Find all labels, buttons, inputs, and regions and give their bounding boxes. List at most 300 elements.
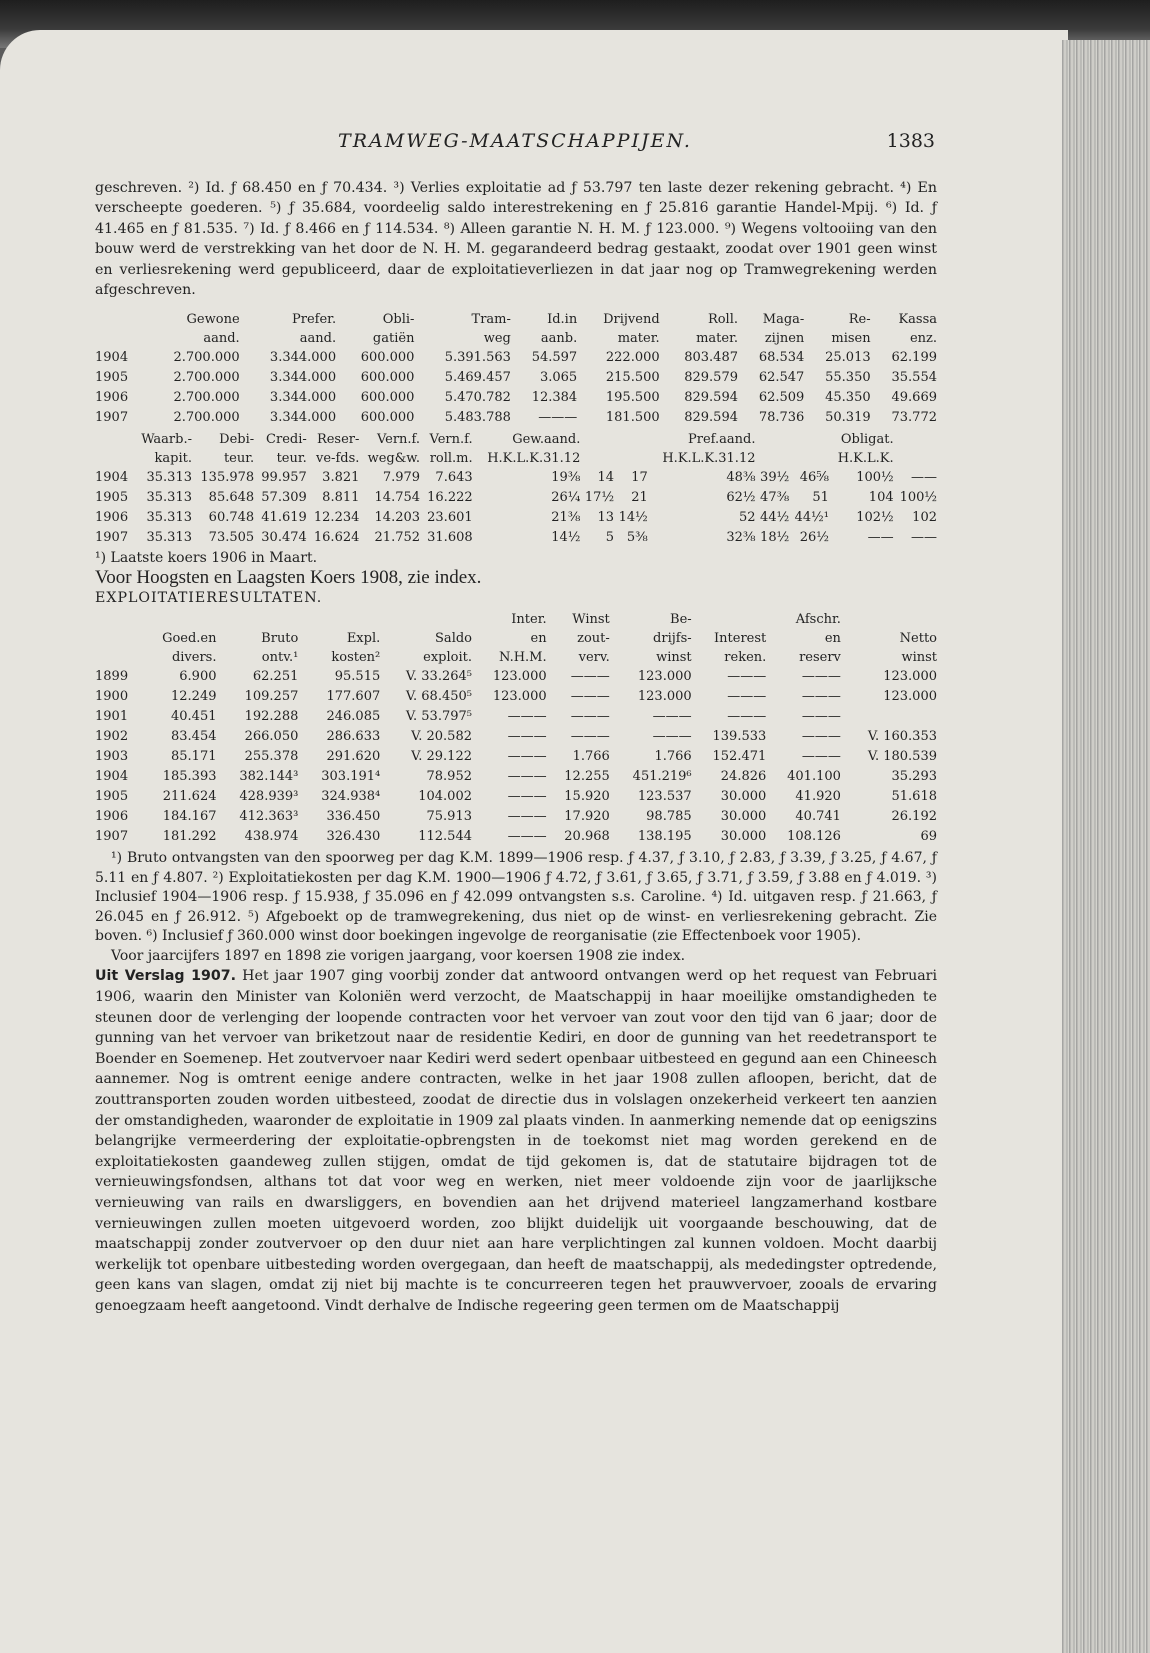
column-header: Netto [899, 631, 937, 647]
table-cell: 62½ [726, 490, 756, 506]
column-header: H.K.L.K.31.12 [487, 451, 581, 467]
table-cell: 12.249 [171, 689, 217, 705]
table-cell: 26¼ [551, 490, 581, 506]
table-cell: 78.952 [426, 769, 472, 785]
table-row [95, 787, 937, 807]
table-cell: 102 [912, 510, 937, 526]
table-cell: 78.736 [758, 410, 805, 426]
table-cell: 1.766 [654, 749, 692, 765]
table-cell: 2.700.000 [173, 350, 240, 366]
table-cell: 32⅜ [726, 530, 756, 546]
table-cell: 177.607 [326, 689, 381, 705]
table-cell: 95.515 [334, 669, 381, 685]
table-cell: 46⅝ [799, 470, 829, 486]
table-cell: 62.199 [891, 350, 937, 366]
table-cell: 35.313 [146, 510, 192, 526]
table-cell: 57.309 [261, 490, 307, 506]
page-header [95, 130, 935, 160]
column-header: roll.m. [429, 451, 473, 467]
table-cell: 1.766 [572, 749, 610, 765]
table-cell: 7.643 [435, 470, 473, 486]
table-cell: 26½ [799, 530, 829, 546]
table-row [95, 727, 937, 747]
column-header [894, 430, 937, 449]
table-cell: 428.939³ [239, 789, 299, 805]
column-header: ontv.¹ [261, 650, 299, 666]
column-header: Pref.aand. [688, 432, 756, 448]
table-cell: 184.167 [162, 809, 217, 825]
table-cell: 13 [597, 510, 615, 526]
intro-footnotes: geschreven. ²) Id. ƒ 68.450 en ƒ 70.434. ³) Verlies exploitatie ad ƒ 53.797 ten laste dezer rekening gebracht. ⁴) En verscheepte goederen. ⁵) ƒ 35.684, voordeelig saldo interestrekening en ƒ 25.816 garantie Handel-Mpij. ⁶) Id. ƒ 41.465 en ƒ 81.535. ⁷) Id. ƒ 8.466 en ƒ 114.534. ⁸) Alleen garantie N. H. M. ƒ 123.000. ⁹) Wegens voltooiing van den bouw werd de verstrekking van het door de N. H. M. gegarandeerd bedrag gestaakt, zoodat over 1901 geen winst en verliesrekening werd gepubliceerd, daar de exploitatieverliezen in dat jaar nog op Tramwegrekening werden afgeschreven. [95, 180, 937, 299]
table-cell: 123.000 [492, 689, 547, 705]
table-cell: ——— [801, 729, 841, 745]
table-cell: 266.050 [244, 729, 299, 745]
column-header: Roll. [707, 312, 738, 328]
table-cell: 255.378 [244, 749, 299, 765]
table-cell: 5 [605, 530, 615, 546]
column-header: Gewone [186, 312, 240, 328]
table-cell: 123.000 [637, 669, 692, 685]
column-header: weg&w. [367, 451, 421, 467]
table-cell: V. 29.122 [411, 749, 472, 765]
table-cell: 40.741 [795, 809, 841, 825]
table-cell: 99.957 [261, 470, 307, 486]
table-cell: 68.534 [758, 350, 805, 366]
table-cell: 41.619 [261, 510, 307, 526]
table-cell: 600.000 [360, 370, 415, 386]
page-content [95, 178, 937, 1317]
row-year: 1907 [95, 829, 129, 845]
column-header [95, 329, 143, 348]
table-cell: ——— [507, 829, 547, 845]
table-cell: 39½ [760, 470, 790, 486]
column-header: divers. [171, 650, 217, 666]
table-cell: 195.500 [605, 390, 660, 406]
table-row [95, 807, 937, 827]
column-header: Goed.en [162, 631, 217, 647]
row-year: 1904 [95, 470, 129, 486]
column-header: drijfs- [653, 631, 692, 647]
table-cell: 438.974 [244, 829, 299, 845]
table-cell: ——— [801, 689, 841, 705]
table-row [95, 767, 937, 787]
table-cell: 44½ [760, 510, 790, 526]
row-year: 1900 [95, 689, 129, 705]
results-notes [95, 849, 937, 966]
column-header: teur. [223, 451, 255, 467]
column-header: kapit. [154, 451, 192, 467]
table-cell: 30.474 [261, 530, 307, 546]
column-header: reken. [724, 650, 767, 666]
table-cell: 21 [631, 490, 648, 506]
table-cell: 102½ [856, 510, 894, 526]
table-row [95, 408, 937, 428]
column-header [755, 430, 789, 449]
table-cell: 152.471 [712, 749, 767, 765]
table-cell: 17½ [584, 490, 615, 506]
table-cell: 181.500 [605, 410, 660, 426]
table-cell: —— [911, 530, 937, 546]
column-header: H.K.L.K. [837, 451, 894, 467]
column-header: Reser- [316, 432, 360, 448]
table-cell: ——— [727, 709, 767, 725]
results-reference: Voor jaarcijfers 1897 en 1898 zie vorigen jaargang, voor koersen 1908 zie index. [111, 947, 686, 964]
header-row [95, 310, 937, 329]
column-header: enz. [909, 331, 937, 347]
column-header: Vern.f. [376, 432, 421, 448]
column-header: Saldo [435, 631, 472, 647]
row-year: 1905 [95, 370, 129, 386]
table-cell: 30.000 [720, 829, 767, 845]
table-cell: 2.700.000 [173, 390, 240, 406]
table-cell: 35.313 [146, 490, 192, 506]
table-cell: 21.752 [374, 530, 421, 546]
table-cell: 291.620 [326, 749, 381, 765]
table-cell: ——— [801, 749, 841, 765]
table-cell: ——— [507, 809, 547, 825]
table-cell: V. 20.582 [411, 729, 472, 745]
column-header: Interest [714, 631, 767, 647]
row-year: 1906 [95, 809, 129, 825]
table-cell: 40.451 [171, 709, 217, 725]
column-header: aanb. [540, 331, 578, 347]
table-cell: 16.222 [427, 490, 473, 506]
column-header: gatiën [372, 331, 415, 347]
table-cell: 12.234 [313, 510, 360, 526]
table-cell: 21⅜ [551, 510, 581, 526]
column-header [789, 430, 829, 449]
table-cell: 41.920 [795, 789, 841, 805]
table-cell: 51.618 [891, 789, 937, 805]
row-year: 1907 [95, 410, 129, 426]
column-header: en [824, 631, 841, 647]
column-header [95, 430, 133, 449]
table-cell: 5.391.563 [444, 350, 511, 366]
column-header: Id.in [547, 312, 578, 328]
table-cell: 3.344.000 [269, 410, 337, 426]
column-header [95, 310, 143, 329]
column-header: exploit. [423, 650, 472, 666]
table-cell: 3.344.000 [269, 350, 337, 366]
column-header [380, 610, 472, 629]
table-cell: 83.454 [171, 729, 217, 745]
column-header [692, 610, 767, 629]
row-year: 1904 [95, 350, 129, 366]
table-cell: 24.826 [720, 769, 767, 785]
table-cell: 211.624 [162, 789, 217, 805]
column-header: Vern.f. [429, 432, 473, 448]
table-cell: 336.450 [326, 809, 381, 825]
table-cell: 104 [868, 490, 894, 506]
table-cell: 17.920 [564, 809, 610, 825]
table-cell: ——— [570, 729, 610, 745]
row-year: 1902 [95, 729, 129, 745]
table-cell: 8.811 [322, 490, 360, 506]
table-footnote: ¹) Laatste koers 1906 in Maart. [95, 550, 318, 567]
table-row [95, 747, 937, 767]
table-cell: 3.065 [539, 370, 578, 386]
balance-table-1 [95, 310, 937, 428]
table-cell: 52 [738, 510, 756, 526]
table-cell: 16.624 [313, 530, 360, 546]
table-cell: 60.748 [208, 510, 255, 526]
table-cell: ——— [538, 410, 578, 426]
row-year: 1906 [95, 390, 129, 406]
column-header: en [530, 631, 547, 647]
table-cell: V. 180.539 [867, 749, 937, 765]
table-row [95, 508, 937, 528]
table-cell: 47⅜ [760, 490, 790, 506]
row-year: 1905 [95, 789, 129, 805]
table-cell: ——— [570, 669, 610, 685]
table-cell: 803.487 [684, 350, 738, 366]
table-row [95, 488, 937, 508]
column-header [894, 449, 937, 468]
column-header [141, 610, 217, 629]
column-header: ve-fds. [316, 451, 360, 467]
column-header: N.H.M. [499, 650, 547, 666]
table-cell: 62.547 [758, 370, 805, 386]
table-cell: 600.000 [360, 390, 415, 406]
column-header: Drijvend [603, 312, 660, 328]
column-header: aand. [299, 331, 337, 347]
table-cell: ——— [652, 709, 692, 725]
table-cell: 44½¹ [794, 510, 829, 526]
table-cell: 5.483.788 [444, 410, 511, 426]
table-cell: 5.469.457 [444, 370, 511, 386]
row-year: 1907 [95, 530, 129, 546]
column-header: weg [483, 331, 511, 347]
column-header: aand. [203, 331, 240, 347]
table-cell: 185.393 [162, 769, 217, 785]
header-row [95, 449, 937, 468]
table-cell: 112.544 [418, 829, 472, 845]
table-cell: 14.754 [374, 490, 421, 506]
table-cell: 401.100 [787, 769, 841, 785]
results-title: EXPLOITATIERESULTATEN. [95, 590, 323, 607]
table-cell: 600.000 [360, 410, 415, 426]
table-row [95, 468, 937, 488]
column-header [614, 430, 648, 449]
table-cell: ——— [801, 669, 841, 685]
column-header: Maga- [762, 312, 805, 328]
column-header: Winst [572, 612, 610, 628]
table-cell: ——— [507, 769, 547, 785]
row-year: 1903 [95, 749, 129, 765]
table-cell: 109.257 [244, 689, 299, 705]
table-cell: 100½ [856, 470, 894, 486]
table-cell: 3.821 [322, 470, 360, 486]
table-cell: 98.785 [646, 809, 692, 825]
table-cell: 49.669 [891, 390, 937, 406]
table-cell: ——— [507, 729, 547, 745]
table-cell: 382.144³ [239, 769, 299, 785]
column-header [789, 449, 829, 468]
column-header [755, 449, 789, 468]
table-row [95, 667, 937, 687]
table-cell: 14½ [618, 510, 648, 526]
report-paragraph [95, 966, 937, 1316]
column-header [614, 449, 648, 468]
table-cell: 73.505 [208, 530, 255, 546]
table-cell: ——— [507, 709, 547, 725]
table-cell: 15.920 [564, 789, 610, 805]
column-header: winst [656, 650, 692, 666]
table-cell: 451.219⁶ [632, 769, 692, 785]
column-header [95, 610, 141, 629]
table-cell: 45.350 [825, 390, 871, 406]
table-cell: 123.000 [883, 689, 937, 705]
table-cell: V. 160.353 [867, 729, 937, 745]
table-cell: V. 68.450⁵ [405, 689, 472, 705]
table-cell: 25.013 [825, 350, 871, 366]
page-edges [1062, 40, 1150, 1653]
table-cell: 222.000 [605, 350, 660, 366]
table-cell: 85.648 [208, 490, 255, 506]
table-cell: 138.195 [637, 829, 692, 845]
table-cell [841, 707, 937, 727]
page-number: 1383 [886, 130, 935, 152]
row-year: 1906 [95, 510, 129, 526]
table-cell: 75.913 [426, 809, 472, 825]
table-cell: 123.000 [637, 689, 692, 705]
column-header: mater. [617, 331, 660, 347]
balance-table-2 [95, 430, 937, 548]
column-header: H.K.L.K.31.12 [662, 451, 756, 467]
results-footnotes: ¹) Bruto ontvangsten van den spoorweg per dag K.M. 1899—1906 resp. ƒ 4.37, ƒ 3.10, ƒ 2.83, ƒ 3.39, ƒ 3.25, ƒ 4.67, ƒ 5.11 en ƒ 4.807. ²) Exploitatiekosten per dag K.M. 1900—1906 ƒ 4.72, ƒ 3.61, ƒ 3.65, ƒ 3.71, ƒ 3.59, ƒ 3.88 en ƒ 4.019. ³) Inclusief 1904—1906 resp. ƒ 15.938, ƒ 35.096 en ƒ 42.099 ontvangsten s.s. Caroline. ⁴) Id. uitgaven resp. ƒ 21.663, ƒ 26.045 en ƒ 26.912. ⁵) Afgeboekt op de tramwegrekening, dus niet op de winst- en verliesrekening gebracht. Zie boven. ⁶) Inclusief ƒ 360.000 winst door boekingen ingevolge de reorganisatie (zie Effectenboek voor 1905). [95, 850, 937, 945]
table-cell: 303.191⁴ [321, 769, 381, 785]
column-header: Bruto [261, 631, 299, 647]
table-row [95, 827, 937, 847]
table-cell: 30.000 [720, 809, 767, 825]
table-cell: 17 [631, 470, 648, 486]
column-header: misen [831, 331, 871, 347]
table-cell: —— [867, 530, 894, 546]
table-cell: 7.979 [382, 470, 421, 486]
table-cell: 5.470.782 [444, 390, 511, 406]
table-cell: 19⅜ [551, 470, 581, 486]
table-cell: 139.533 [712, 729, 767, 745]
row-year: 1901 [95, 709, 129, 725]
header-row [95, 610, 937, 629]
table-cell: 100½ [899, 490, 937, 506]
table-cell: V. 33.264⁵ [405, 669, 472, 685]
report-body: Het jaar 1907 ging voorbij zonder dat antwoord ontvangen werd op het request van Februari 1906, waarin den Minister van Koloniën werd verzocht, de Maatschappij in haar moeilijke omstandigheden te steunen door de verlenging der loopende contracten voor het vervoer van zout voor den tijd van 6 jaar; door de gunning van het vervoer van briketzout naar de residentie Kediri, en door de gunning van het reedetransport te Boender en Soemenep. Het zoutvervoer naar Kediri werd sedert openbaar uitbesteed en gegund aan een Chineesch aannemer. Nog is omtrent eenige andere contracten, welke in het jaar 1908 zullen afloopen, bericht, dat de zouttransporten zouden worden uitbesteed, zoodat de directie dus in volslagen onzekerheid verkeert ten aanzien der omstandigheden, waaronder de exploitatie in 1909 zal plaats vinden. In aanmerking nemende dat op eenigszins belangrijke vermeerdering der exploitatie-opbrengsten in de toekomst niet mag worden gerekend en de exploitatiekosten gaandeweg zullen stijgen, omdat de tijd gekomen is, dat de statutaire bijdragen tot de vernieuwingsfondsen, althans tot dat voor weg en werken, niet meer voldoende zijn voor de jaarlijksche vernieuwing van rails en dwarsliggers, en bovendien aan het drijvend materieel langzamerhand kostbare vernieuwingen zullen moeten uitgevoerd worden, zoo blijkt duidelijk uit voorgaande beschouwing, dat de maatschappij zonder zoutvervoer op den duur niet aan hare verplichtingen zal kunnen voldoen. Mocht daarbij werkelijk tot openbare uitbesteding worden overgegaan, dan heeft de maatschappij, als mededingster optredende, geen kans van slagen, omdat zij niet bij machte is te concurreeren tegen het prauwvervoer, zooals de ervaring genoegzaam heeft aangetoond. Vindt derhalve de Indische regeering geen termen om de Maatschappij [95, 968, 937, 1314]
table-cell: 123.537 [637, 789, 692, 805]
table-cell: 14½ [551, 530, 581, 546]
table-row [95, 687, 937, 707]
table-cell: 35.313 [146, 530, 192, 546]
column-header: Debi- [219, 432, 255, 448]
column-header: Re- [848, 312, 871, 328]
table-cell: 26.192 [891, 809, 937, 825]
table-cell: 62.509 [758, 390, 805, 406]
table-cell: ——— [652, 729, 692, 745]
column-header: zijnen [764, 331, 805, 347]
column-header: reserv [799, 650, 841, 666]
table-cell: 2.700.000 [173, 370, 240, 386]
table-row [95, 368, 937, 388]
table-cell: ——— [801, 709, 841, 725]
results-table [95, 610, 937, 847]
table-cell: 14.203 [374, 510, 421, 526]
table-cell: 215.500 [605, 370, 660, 386]
table-cell: 829.579 [684, 370, 738, 386]
table-row [95, 707, 937, 727]
column-header [580, 430, 614, 449]
table-cell: 104.002 [418, 789, 472, 805]
table-cell: 412.363³ [239, 809, 299, 825]
row-year: 1904 [95, 769, 129, 785]
column-header: Credi- [266, 432, 307, 448]
table-cell: 35.554 [891, 370, 937, 386]
column-header: Waarb.- [141, 432, 192, 448]
column-header: kosten² [331, 650, 381, 666]
table-cell: ——— [727, 689, 767, 705]
column-header [580, 449, 614, 468]
table-cell: 123.000 [883, 669, 937, 685]
table-cell: ——— [570, 709, 610, 725]
table-cell: 135.978 [200, 470, 255, 486]
table-cell: 14 [597, 470, 615, 486]
table-cell: 31.608 [427, 530, 473, 546]
column-header: Kassa [898, 312, 937, 328]
table-cell: 55.350 [825, 370, 871, 386]
table-cell: 23.601 [427, 510, 473, 526]
table-cell: 5⅜ [626, 530, 648, 546]
table-cell: 48⅜ [726, 470, 756, 486]
table-cell: ——— [570, 689, 610, 705]
row-year: 1905 [95, 490, 129, 506]
table-cell: 3.344.000 [269, 390, 337, 406]
column-header: Obligat. [840, 432, 894, 448]
table-row [95, 388, 937, 408]
table-cell: 246.085 [326, 709, 381, 725]
table-cell: 35.313 [146, 470, 192, 486]
table-cell: 181.292 [162, 829, 217, 845]
table-cell: 6.900 [179, 669, 217, 685]
report-lead: Uit Verslag 1907. [95, 968, 237, 985]
column-header [217, 610, 299, 629]
column-header: Gew.aand. [512, 432, 581, 448]
table-cell: 192.288 [244, 709, 299, 725]
table-cell: 30.000 [720, 789, 767, 805]
table-row [95, 528, 937, 548]
header-row [95, 430, 937, 449]
column-header [298, 610, 380, 629]
table-cell: 600.000 [360, 350, 415, 366]
table-cell: 50.319 [825, 410, 871, 426]
table-cell: 12.255 [564, 769, 610, 785]
column-header [95, 629, 141, 648]
table-cell: 324.938⁴ [321, 789, 381, 805]
table-cell: 326.430 [326, 829, 381, 845]
table-cell: 123.000 [492, 669, 547, 685]
column-header [841, 610, 937, 629]
table-cell: 18½ [760, 530, 790, 546]
column-header: Afschr. [795, 612, 841, 628]
table-cell: 829.594 [684, 410, 738, 426]
index-note: Voor Hoogsten en Laagsten Koers 1908, zie index. [95, 567, 482, 589]
table-cell: 51 [812, 490, 829, 506]
header-row [95, 629, 937, 648]
table-cell: 85.171 [171, 749, 217, 765]
table-cell: ——— [727, 669, 767, 685]
table-cell: 69 [920, 829, 937, 845]
column-header: Be- [670, 612, 692, 628]
column-header: teur. [276, 451, 307, 467]
column-header: verv. [578, 650, 610, 666]
